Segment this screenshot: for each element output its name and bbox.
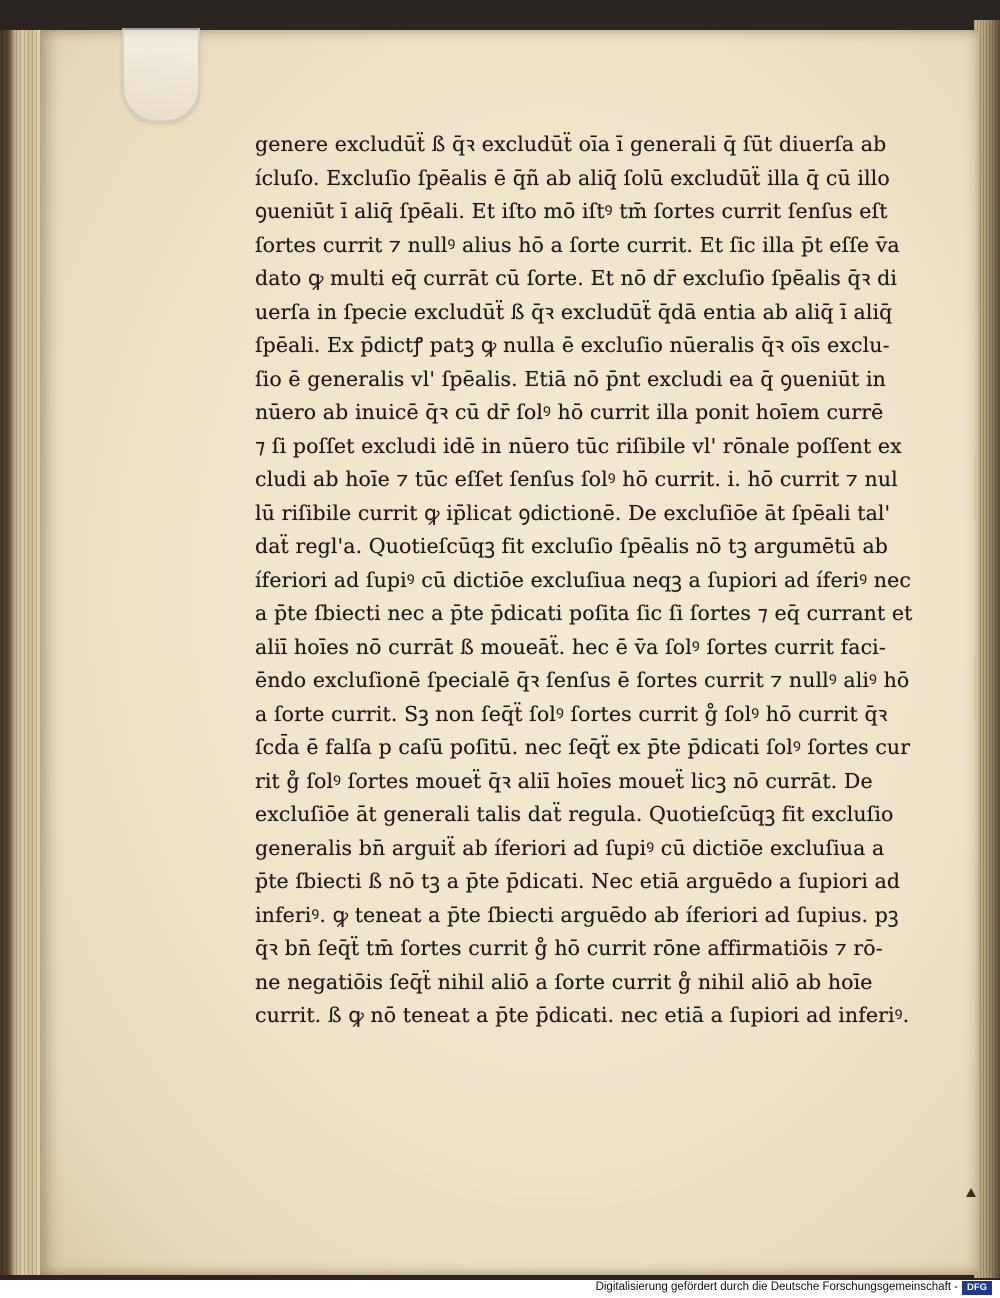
plastic-tab-clip bbox=[122, 28, 200, 122]
text-line: uerſa in ſpecie excludūẗ ß q̄ꝛ excludūẗ q̄dā entia ab aliq̄ ī aliq̄ bbox=[255, 299, 893, 324]
text-line: genere excludūẗ ß q̄ꝛ excludūẗ oīa ī generali q̄ ſūt diuerſa ab bbox=[255, 132, 887, 156]
text-line: ſortes currit ⁊ nullꝰ alius hō a ſorte currit. Et ſic illa p̄t eſſe v̄a bbox=[255, 232, 900, 257]
text-line: a p̄te ſbiecti nec a p̄te p̄dicati poſita ſic ſi ſortes ⁊ eq̄ currant et bbox=[255, 601, 913, 625]
text-line: rit g̊ ſolꝰ ſortes moueẗ q̄ꝛ aliī hoīes moueẗ licꝫ nō currāt. De bbox=[255, 768, 873, 793]
text-line: ne negatiōis ſeq̄ẗ nihil aliō a ſorte currit g̊ nihil aliō ab hoīe bbox=[255, 969, 873, 994]
text-line: ꝯueniūt ī aliq̄ ſpēali. Et iſto mō iſtꝰ tm̄ ſortes currit ſenſus eſt bbox=[255, 199, 888, 223]
text-line: p̄te ſbiecti ß nō tꝫ a p̄te p̄dicati. Nec etiā arguēdo a ſupiori ad bbox=[255, 869, 901, 893]
dfg-logo-badge: DFG bbox=[962, 1281, 992, 1295]
text-line: ſio ē generalis vl' ſpēalis. Etiā nō p̄nt excludi ea q̄ ꝯueniūt in bbox=[255, 366, 886, 391]
text-line: lū riſibile currit ꝙ ip̄licat ꝯdictionē. De excluſiōe āt ſpēali tal' bbox=[255, 500, 891, 525]
text-line: inferiꝰ. ꝙ teneat a p̄te ſbiecti arguēdo ab íferiori ad ſupius. pꝫ bbox=[255, 902, 899, 927]
text-line: nūero ab inuicē q̄ꝛ cū dr̄ ſolꝰ hō currit illa ponit hoīem currē bbox=[255, 400, 884, 424]
text-line: íferiori ad ſupiꝰ cū dictiōe excluſiua neqꝫ a ſupiori ad íferiꝰ nec bbox=[255, 567, 911, 592]
text-line: ⁊ ſi poſſet excludi idē in nūero tūc riſibile vl' rōnale poſſent ex bbox=[255, 433, 902, 458]
page-corner-mark bbox=[966, 1188, 976, 1197]
text-line: ícluſo. Excluſio ſpēalis ē q̄ñ ab aliq̄ ſolū excludūẗ illa q̄ cū illo bbox=[255, 165, 890, 190]
text-line: aliī hoīes nō currāt ß moueāẗ. hec ē v̄a ſolꝰ ſortes currit faci- bbox=[255, 634, 886, 659]
text-line: dato ꝙ multi eq̄ currāt cū ſorte. Et nō dr̄ excluſio ſpēalis q̄ꝛ di bbox=[255, 266, 898, 290]
text-line: generalis bn̄ arguiẗ ab íferiori ad ſupiꝰ cū dictiōe excluſiua a bbox=[255, 835, 885, 860]
text-line: currit. ß ꝙ nō teneat a p̄te p̄dicati. nec etiā a ſupiori ad inferiꝰ. bbox=[255, 1003, 910, 1027]
text-line: q̄ꝛ bn̄ ſeq̄ẗ tm̄ ſortes currit g̊ hō currit rōne affirmatiōis ⁊ rō- bbox=[255, 936, 883, 960]
text-line: ēndo excluſionē ſpecialē q̄ꝛ ſenſus ē ſortes currit ⁊ nullꝰ aliꝰ hō bbox=[255, 668, 910, 692]
text-line: cludi ab hoīe ⁊ tūc eſſet ſenſus ſolꝰ hō currit. i. hō currit ⁊ nul bbox=[255, 467, 898, 491]
text-block bbox=[255, 128, 915, 1033]
text-line: a ſorte currit. Sꝫ non ſeq̄ẗ ſolꝰ ſortes currit g̊ ſolꝰ hō currit q̄ꝛ bbox=[255, 701, 888, 726]
text-line: excluſiōe āt generali talis daẗ regula. Quotieſcūqꝫ fit excluſio bbox=[255, 802, 894, 826]
text-line: ſpēali. Ex p̄dictꝭ patꝫ ꝙ nulla ē excluſio nūeralis q̄ꝛ oīs exclu- bbox=[255, 333, 890, 357]
text-line: ſcd̄a ē falſa p caſū poſitū. nec ſeq̄ẗ ex p̄te p̄dicati ſolꝰ ſortes cur bbox=[255, 735, 911, 759]
funding-credit: Digitalisierung gefördert durch die Deutsche Forschungsgemeinschaft - bbox=[595, 1281, 958, 1293]
text-line: daẗ regl'a. Quotieſcūqꝫ fit excluſio ſpēalis nō tꝫ argumētū ab bbox=[255, 534, 889, 558]
